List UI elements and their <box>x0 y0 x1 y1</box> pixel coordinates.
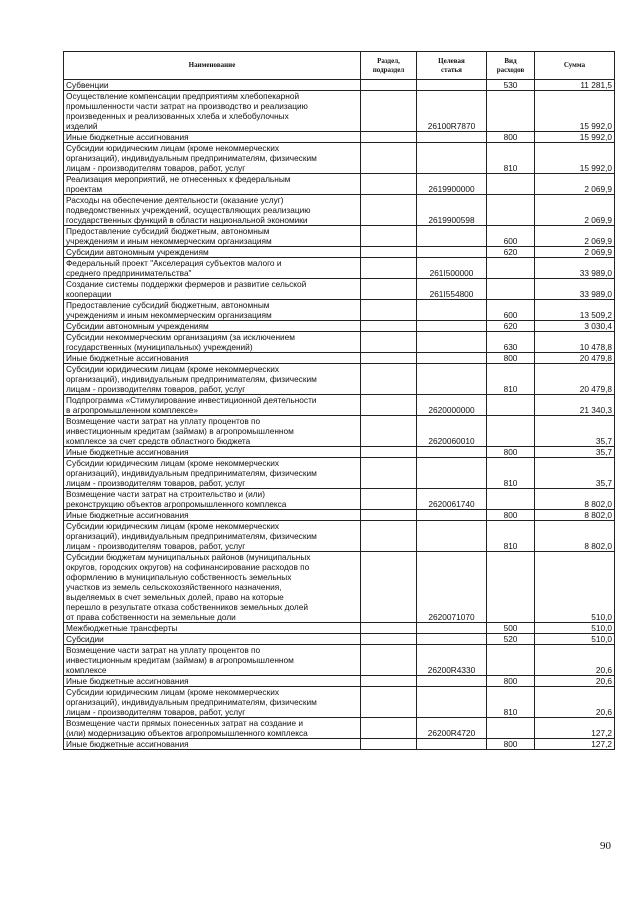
row-expense-type: 630 <box>487 332 535 353</box>
row-sum: 15 992,0 <box>535 143 615 174</box>
row-name: Расходы на обеспечение деятельности (оказание услуг) подведомственных учреждений, осуществляющих реализацию государственных функций в области национальной экономики <box>64 195 361 226</box>
row-name: Иные бюджетные ассигнования <box>64 132 361 143</box>
row-section <box>361 552 417 623</box>
row-name: Субсидии юридическим лицам (кроме некоммерческих организаций), индивидуальным предпринимателям, физическим лицам - производителям товаров, работ, услуг <box>64 458 361 489</box>
table-row <box>64 416 615 447</box>
row-section <box>361 623 417 634</box>
row-expense-type: 530 <box>487 80 535 91</box>
row-target: 2620000000 <box>417 395 487 416</box>
row-section <box>361 80 417 91</box>
row-section <box>361 416 417 447</box>
row-target <box>417 364 487 395</box>
row-sum: 8 802,0 <box>535 521 615 552</box>
row-target <box>417 634 487 645</box>
row-expense-type: 620 <box>487 247 535 258</box>
row-expense-type <box>487 395 535 416</box>
row-target <box>417 80 487 91</box>
row-target <box>417 521 487 552</box>
row-name: Субсидии автономным учреждениям <box>64 321 361 332</box>
row-expense-type: 800 <box>487 676 535 687</box>
row-target: 2620060010 <box>417 416 487 447</box>
row-expense-type <box>487 258 535 279</box>
row-target <box>417 739 487 750</box>
row-section <box>361 247 417 258</box>
row-section <box>361 510 417 521</box>
row-name: Осуществление компенсации предприятиям хлебопекарной промышленности части затрат на производство и реализацию произведенных и реализованных хлеба и хлебобулочных изделий <box>64 91 361 132</box>
table-row <box>64 247 615 258</box>
row-sum: 33 989,0 <box>535 279 615 300</box>
table-row <box>64 395 615 416</box>
row-name: Субсидии автономным учреждениям <box>64 247 361 258</box>
table-row <box>64 687 615 718</box>
row-name: Иные бюджетные ассигнования <box>64 739 361 750</box>
header-target: Целевая статья <box>417 52 487 80</box>
row-target: 2619900598 <box>417 195 487 226</box>
row-target <box>417 458 487 489</box>
row-expense-type: 600 <box>487 226 535 247</box>
row-expense-type: 620 <box>487 321 535 332</box>
row-target <box>417 447 487 458</box>
row-sum: 510,0 <box>535 552 615 623</box>
row-target <box>417 510 487 521</box>
row-section <box>361 634 417 645</box>
table-row <box>64 353 615 364</box>
row-name: Создание системы поддержки фермеров и развитие сельской кооперации <box>64 279 361 300</box>
row-expense-type <box>487 645 535 676</box>
row-name: Иные бюджетные ассигнования <box>64 676 361 687</box>
row-section <box>361 195 417 226</box>
table-row <box>64 195 615 226</box>
row-target <box>417 143 487 174</box>
row-target <box>417 687 487 718</box>
table-row <box>64 458 615 489</box>
row-sum: 127,2 <box>535 739 615 750</box>
row-target <box>417 332 487 353</box>
row-expense-type: 810 <box>487 458 535 489</box>
row-section <box>361 332 417 353</box>
header-section: Раздел, подраздел <box>361 52 417 80</box>
row-name: Субсидии <box>64 634 361 645</box>
row-expense-type <box>487 489 535 510</box>
row-sum: 15 992,0 <box>535 91 615 132</box>
row-sum: 11 281,5 <box>535 80 615 91</box>
row-name: Возмещение части затрат на уплату процентов по инвестиционным кредитам (займам) в агропромышленном комплексе за счет средств областного бюджета <box>64 416 361 447</box>
row-name: Субвенции <box>64 80 361 91</box>
page-number: 90 <box>600 840 611 852</box>
row-expense-type: 800 <box>487 132 535 143</box>
row-expense-type: 600 <box>487 300 535 321</box>
table-row <box>64 510 615 521</box>
row-name: Межбюджетные трансферты <box>64 623 361 634</box>
row-section <box>361 91 417 132</box>
row-section <box>361 364 417 395</box>
row-expense-type: 810 <box>487 521 535 552</box>
table-row <box>64 321 615 332</box>
row-section <box>361 353 417 364</box>
table-row <box>64 645 615 676</box>
row-name: Субсидии бюджетам муниципальных районов (муниципальных округов, городских округов) на софинансирование расходов по оформлению в муниципальную собственность земельных участков из земель сельскохозяйственного назначения, выделяемых в счет земельных долей, право на которые перешло в результате отказа собственников земельных долей от права собственности на земельные доли <box>64 552 361 623</box>
table-row <box>64 258 615 279</box>
row-name: Федеральный проект "Акселерация субъектов малого и среднего предпринимательства" <box>64 258 361 279</box>
row-section <box>361 521 417 552</box>
table-row <box>64 739 615 750</box>
table-row <box>64 332 615 353</box>
row-sum: 20 479,8 <box>535 364 615 395</box>
table-row <box>64 279 615 300</box>
row-name: Предоставление субсидий бюджетным, автономным учреждениям и иным некоммерческим организациям <box>64 226 361 247</box>
row-target <box>417 247 487 258</box>
table-row <box>64 174 615 195</box>
row-sum: 3 030,4 <box>535 321 615 332</box>
row-target: 26200R4720 <box>417 718 487 739</box>
row-target: 26200R4330 <box>417 645 487 676</box>
row-expense-type <box>487 718 535 739</box>
table-row <box>64 447 615 458</box>
row-sum: 2 069,9 <box>535 226 615 247</box>
row-expense-type: 500 <box>487 623 535 634</box>
row-sum: 20 479,8 <box>535 353 615 364</box>
row-sum: 10 478,8 <box>535 332 615 353</box>
row-sum: 21 340,3 <box>535 395 615 416</box>
row-target: 26100R7870 <box>417 91 487 132</box>
row-section <box>361 258 417 279</box>
row-sum: 127,2 <box>535 718 615 739</box>
row-name: Реализация мероприятий, не отнесенных к федеральным проектам <box>64 174 361 195</box>
row-target: 261I500000 <box>417 258 487 279</box>
row-sum: 510,0 <box>535 623 615 634</box>
table-row <box>64 718 615 739</box>
row-sum: 2 069,9 <box>535 174 615 195</box>
row-expense-type: 810 <box>487 143 535 174</box>
table-row <box>64 552 615 623</box>
row-sum: 35,7 <box>535 458 615 489</box>
table-row <box>64 489 615 510</box>
row-section <box>361 676 417 687</box>
row-section <box>361 489 417 510</box>
row-name: Иные бюджетные ассигнования <box>64 447 361 458</box>
table-row <box>64 521 615 552</box>
row-sum: 35,7 <box>535 447 615 458</box>
table-row <box>64 143 615 174</box>
table-row <box>64 80 615 91</box>
row-section <box>361 645 417 676</box>
row-section <box>361 395 417 416</box>
row-target: 2619900000 <box>417 174 487 195</box>
row-name: Иные бюджетные ассигнования <box>64 510 361 521</box>
budget-table <box>63 51 615 750</box>
row-name: Возмещение части затрат на строительство и (или) реконструкцию объектов агропромышленного комплекса <box>64 489 361 510</box>
row-section <box>361 174 417 195</box>
row-target <box>417 353 487 364</box>
row-sum: 20,6 <box>535 687 615 718</box>
row-name: Иные бюджетные ассигнования <box>64 353 361 364</box>
row-section <box>361 718 417 739</box>
row-target <box>417 132 487 143</box>
table-body <box>64 80 615 750</box>
row-name: Возмещение части прямых понесенных затрат на создание и (или) модернизацию объектов агропромышленного комплекса <box>64 718 361 739</box>
header-sum: Сумма <box>535 52 615 80</box>
row-target: 261I554800 <box>417 279 487 300</box>
row-sum: 13 509,2 <box>535 300 615 321</box>
row-target: 2620071070 <box>417 552 487 623</box>
row-expense-type <box>487 174 535 195</box>
table-row <box>64 676 615 687</box>
table-row <box>64 634 615 645</box>
row-target <box>417 226 487 247</box>
row-target: 2620061740 <box>417 489 487 510</box>
row-name: Субсидии юридическим лицам (кроме некоммерческих организаций), индивидуальным предпринимателям, физическим лицам - производителям товаров, работ, услуг <box>64 143 361 174</box>
row-expense-type: 810 <box>487 687 535 718</box>
row-name: Предоставление субсидий бюджетным, автономным учреждениям и иным некоммерческим организациям <box>64 300 361 321</box>
table-header-row <box>64 52 615 80</box>
row-section <box>361 300 417 321</box>
row-sum: 8 802,0 <box>535 489 615 510</box>
row-section <box>361 132 417 143</box>
row-sum: 20,6 <box>535 645 615 676</box>
table-row <box>64 623 615 634</box>
row-expense-type: 800 <box>487 353 535 364</box>
row-expense-type <box>487 91 535 132</box>
row-name: Субсидии юридическим лицам (кроме некоммерческих организаций), индивидуальным предпринимателям, физическим лицам - производителям товаров, работ, услуг <box>64 687 361 718</box>
row-target <box>417 676 487 687</box>
row-expense-type <box>487 195 535 226</box>
row-section <box>361 279 417 300</box>
row-section <box>361 226 417 247</box>
table-row <box>64 300 615 321</box>
row-target <box>417 321 487 332</box>
row-name: Возмещение части затрат на уплату процентов по инвестиционным кредитам (займам) в агропромышленном комплексе <box>64 645 361 676</box>
row-expense-type <box>487 416 535 447</box>
row-sum: 33 989,0 <box>535 258 615 279</box>
row-expense-type: 810 <box>487 364 535 395</box>
row-section <box>361 687 417 718</box>
row-expense-type: 800 <box>487 447 535 458</box>
row-name: Подпрограмма «Стимулирование инвестиционной деятельности в агропромышленном комплексе» <box>64 395 361 416</box>
row-sum: 510,0 <box>535 634 615 645</box>
row-sum: 2 069,9 <box>535 247 615 258</box>
row-section <box>361 458 417 489</box>
row-section <box>361 143 417 174</box>
row-expense-type <box>487 279 535 300</box>
row-sum: 2 069,9 <box>535 195 615 226</box>
row-name: Субсидии юридическим лицам (кроме некоммерческих организаций), индивидуальным предпринимателям, физическим лицам - производителям товаров, работ, услуг <box>64 521 361 552</box>
row-sum: 8 802,0 <box>535 510 615 521</box>
row-name: Субсидии юридическим лицам (кроме некоммерческих организаций), индивидуальным предпринимателям, физическим лицам - производителям товаров, работ, услуг <box>64 364 361 395</box>
row-target <box>417 300 487 321</box>
table-row <box>64 132 615 143</box>
row-section <box>361 739 417 750</box>
row-expense-type: 800 <box>487 510 535 521</box>
row-sum: 20,6 <box>535 676 615 687</box>
row-expense-type: 800 <box>487 739 535 750</box>
table-row <box>64 226 615 247</box>
row-target <box>417 623 487 634</box>
row-expense-type: 520 <box>487 634 535 645</box>
header-name: Наименование <box>64 52 361 80</box>
row-expense-type <box>487 552 535 623</box>
table-row <box>64 364 615 395</box>
header-expense-type: Вид расходов <box>487 52 535 80</box>
row-section <box>361 321 417 332</box>
row-sum: 15 992,0 <box>535 132 615 143</box>
table-row <box>64 91 615 132</box>
row-section <box>361 447 417 458</box>
row-sum: 35,7 <box>535 416 615 447</box>
row-name: Субсидии некоммерческим организациям (за исключением государственных (муниципальных) учреждений) <box>64 332 361 353</box>
